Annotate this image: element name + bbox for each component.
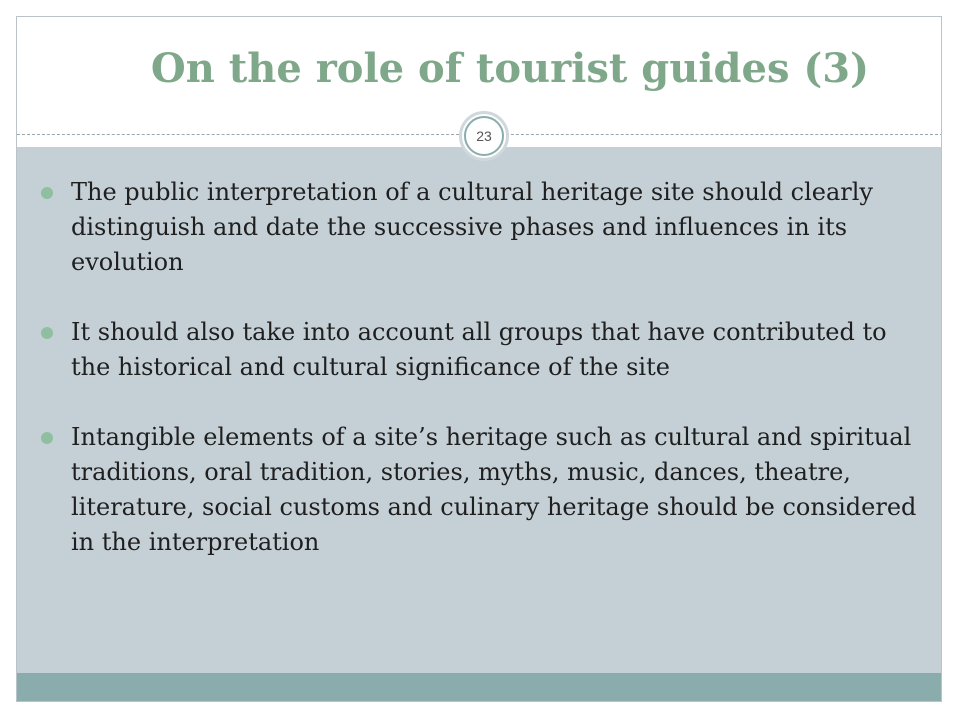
slide-title: On the role of tourist guides (3) [150,45,870,92]
bullet-text: It should also take into account all groups that have contributed to the historical and cultural significance of the site [71,318,887,381]
bullet-text: The public interpretation of a cultural heritage site should clearly distinguish and date the successive phases and influences in its evolution [71,178,873,276]
bullet-dot-icon [41,187,53,199]
bullet-item [41,315,921,385]
bullet-text: Intangible elements of a site’s heritage such as cultural and spiritual traditions, oral tradition, stories, myths, music, dances, theatre, literature, social customs and culinary heritage should be considered in the interpretation [71,423,917,556]
bullet-item [41,175,921,280]
footer-band [17,673,942,702]
bullet-dot-icon [41,327,53,339]
bullet-list [41,175,921,595]
page-number-badge [459,111,509,161]
slide [16,16,942,702]
bullet-dot-icon [41,432,53,444]
bullet-item [41,420,921,560]
page-number: 23 [464,116,504,156]
